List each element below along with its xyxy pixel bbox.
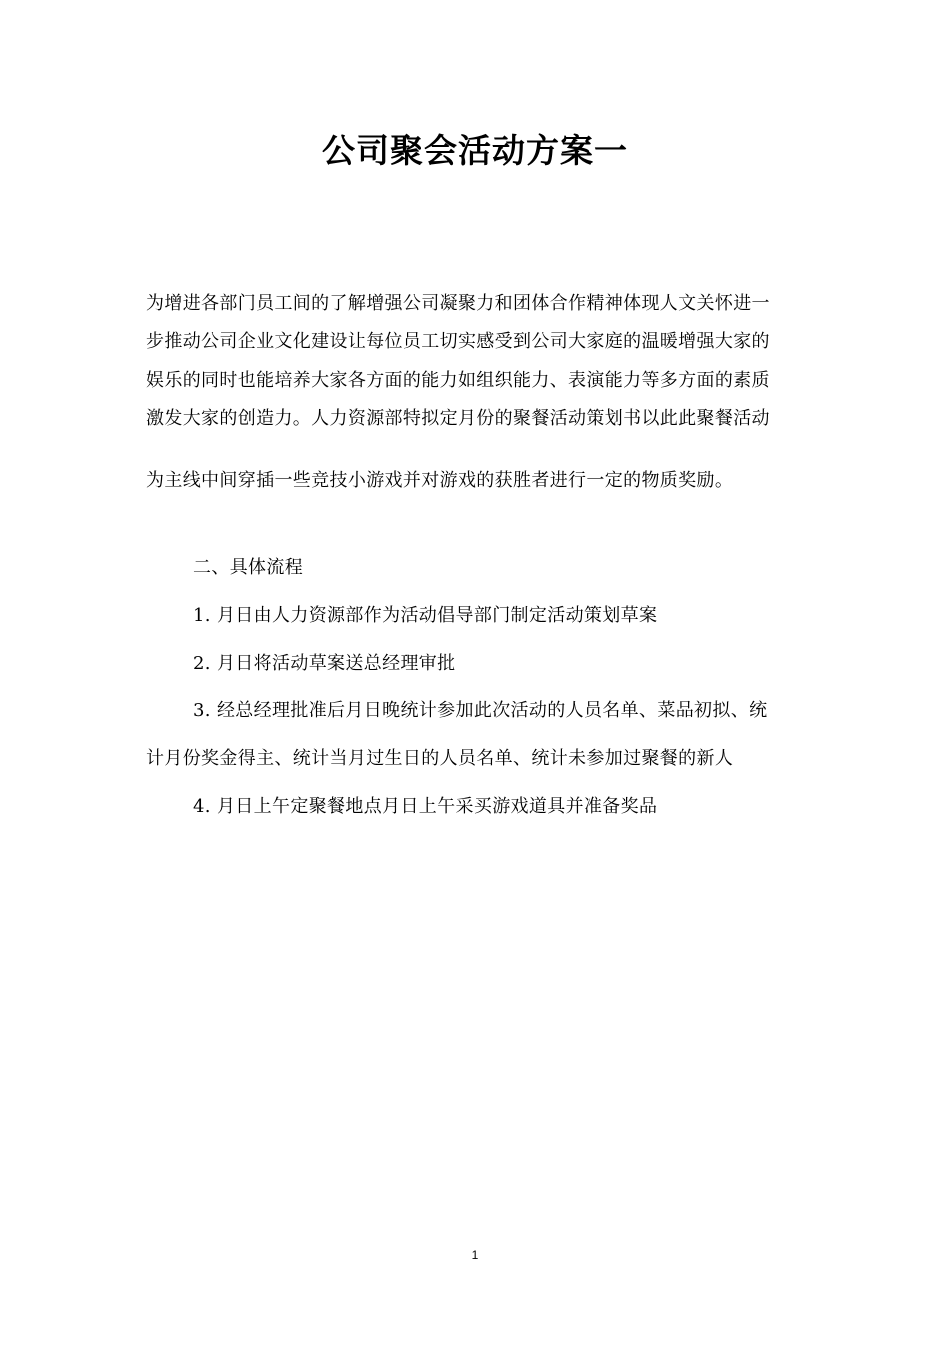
intro-line-1: 为增进各部门员工间的了解增强公司凝聚力和团体合作精神体现人文关怀进一 [146,293,770,314]
intro-line-2: 步推动公司企业文化建设让每位员工切实感受到公司大家庭的温暖增强大家的 [146,331,770,352]
step-4: 4. 月日上午定聚餐地点月日上午采买游戏道具并准备奖品 [193,796,658,817]
section-heading: 二、具体流程 [193,557,304,578]
step-3-line-2: 计月份奖金得主、统计当月过生日的人员名单、统计未参加过聚餐的新人 [146,748,734,769]
step-2: 2. 月日将活动草案送总经理审批 [193,653,456,674]
intro-line-3: 娱乐的同时也能培养大家各方面的能力如组织能力、表演能力等多方面的素质 [146,370,770,391]
step-3-line-1: 3. 经总经理批准后月日晚统计参加此次活动的人员名单、菜品初拟、统 [193,700,768,721]
page-number: 1 [471,1248,479,1262]
intro-line-5: 为主线中间穿插一些竞技小游戏并对游戏的获胜者进行一定的物质奖励。 [146,470,734,491]
document-title: 公司聚会活动方案一 [322,131,628,170]
intro-line-4: 激发大家的创造力。人力资源部特拟定月份的聚餐活动策划书以此此聚餐活动 [146,408,770,429]
step-1: 1. 月日由人力资源部作为活动倡导部门制定活动策划草案 [193,605,658,626]
